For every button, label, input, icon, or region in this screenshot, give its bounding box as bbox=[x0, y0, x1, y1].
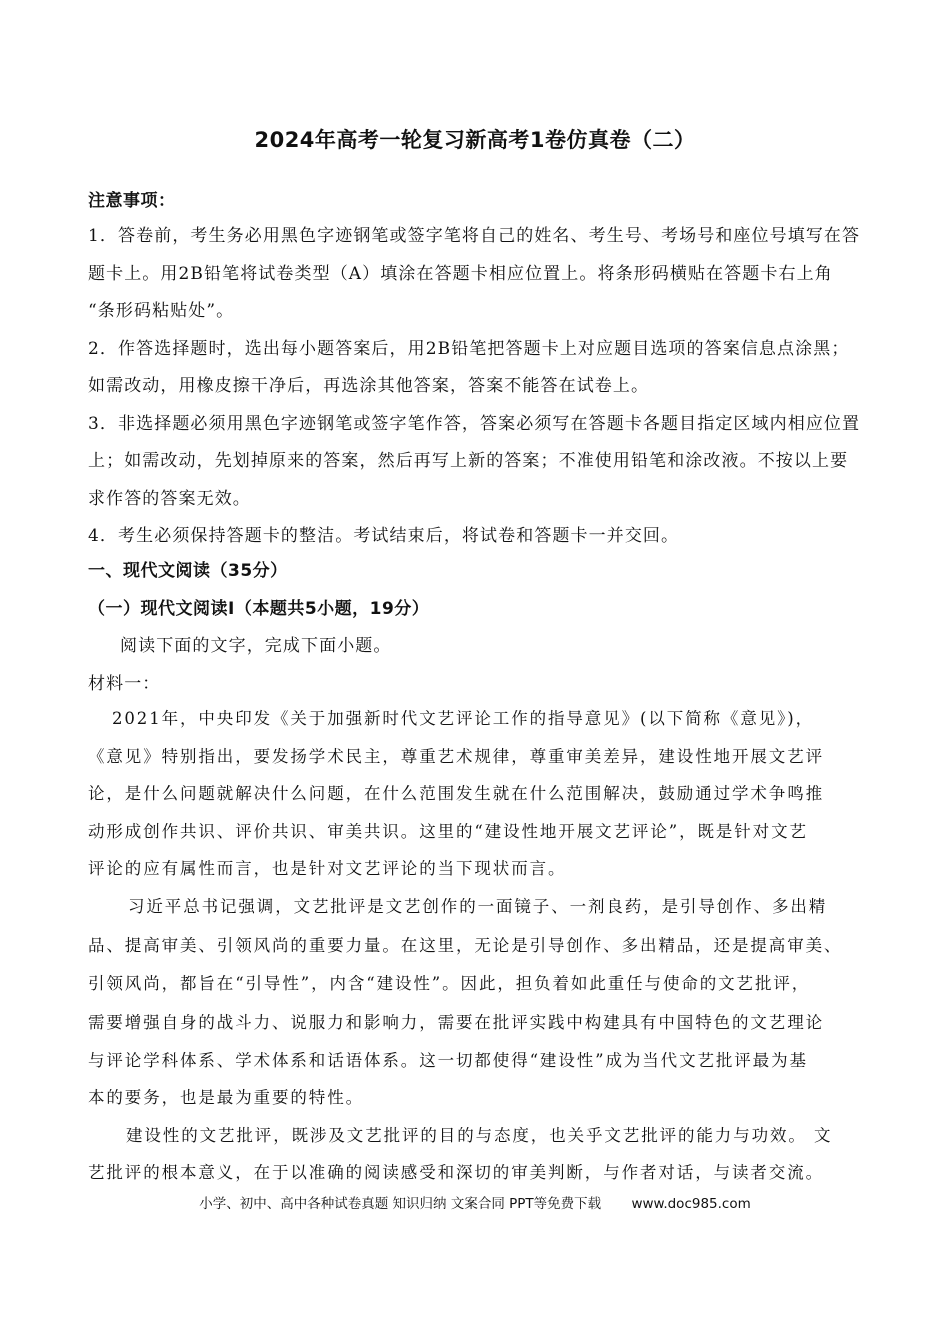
instruction-text: 阅读下面的文字，完成下面小题。 bbox=[120, 636, 392, 656]
notice-line: 题卡上。用2B铅笔将试卷类型（A）填涂在答题卡相应位置上。将条形码横贴在答题卡右上角 bbox=[88, 264, 833, 284]
page-footer bbox=[0, 1192, 950, 1212]
passage-line: 《意见》特别指出，要发扬学术民主，尊重艺术规律，尊重审美差异，建设性地开展文艺评 bbox=[88, 747, 824, 766]
passage-line: 2021年，中央印发《关于加强新时代文艺评论工作的指导意见》(以下简称《意见》)， bbox=[112, 709, 815, 728]
passage-line: 建设性的文艺批评，既涉及文艺批评的目的与态度，也关乎文艺批评的能力与功效。 文 bbox=[126, 1126, 833, 1145]
footer-text: 小学、初中、高中各种试卷真题 知识归纳 文案合同 PPT等免费下载 bbox=[199, 1196, 602, 1212]
page-title: 2024年高考一轮复习新高考1卷仿真卷（二） bbox=[254, 128, 696, 152]
notice-line: 2．作答选择题时，选出每小题答案后，用2B铅笔把答题卡上对应题目选项的答案信息点涂黑； bbox=[88, 339, 850, 359]
section-heading: 一、现代文阅读（35分） bbox=[88, 561, 288, 581]
footer-site-link[interactable]: www.doc985.com bbox=[631, 1196, 751, 1212]
notice-line: 3．非选择题必须用黑色字迹钢笔或签字笔作答，答案必须写在答题卡各题目指定区域内相应位置 bbox=[88, 414, 861, 434]
passage-line: 评论的应有属性而言，也是针对文艺评论的当下现状而言。 bbox=[88, 859, 567, 878]
passage-line: 论，是什么问题就解决什么问题，在什么范围发生就在什么范围解决，鼓励通过学术争鸣推 bbox=[88, 784, 824, 803]
passage-line: 本的要务，也是最为重要的特性。 bbox=[88, 1088, 364, 1107]
passage-line: 引领风尚，都旨在“引导性”，内含“建设性”。因此，担负着如此重任与使命的文艺批评， bbox=[88, 974, 811, 993]
passage-line: 品、提高审美、引领风尚的重要力量。在这里，无论是引导创作、多出精品，还是提高审美、 bbox=[88, 936, 843, 955]
section-subheading: （一）现代文阅读Ⅰ（本题共5小题，19分） bbox=[88, 599, 430, 619]
passage-line: 与评论学科体系、学术体系和话语体系。这一切都使得“建设性”成为当代文艺批评最为基 bbox=[88, 1051, 808, 1070]
notice-line: “条形码粘贴处”。 bbox=[88, 301, 235, 321]
passage-line: 动形成创作共识、评价共识、审美共识。这里的“建设性地开展文艺评论”，既是针对文艺 bbox=[88, 822, 808, 841]
passage-line: 艺批评的根本意义，在于以准确的阅读感受和深切的审美判断，与作者对话，与读者交流。 bbox=[88, 1163, 824, 1182]
notice-line: 求作答的答案无效。 bbox=[88, 489, 251, 509]
notice-heading: 注意事项： bbox=[88, 191, 176, 211]
notice-line: 1．答卷前，考生务必用黑色字迹钢笔或签字笔将自己的姓名、考生号、考场号和座位号填写在答 bbox=[88, 226, 861, 246]
notice-line: 如需改动，用橡皮擦干净后，再选涂其他答案，答案不能答在试卷上。 bbox=[88, 376, 650, 396]
notice-line: 4．考生必须保持答题卡的整洁。考试结束后，将试卷和答题卡一并交回。 bbox=[88, 526, 680, 546]
material-label: 材料一： bbox=[88, 674, 161, 694]
passage-line: 需要增强自身的战斗力、说服力和影响力，需要在批评实践中构建具有中国特色的文艺理论 bbox=[88, 1013, 824, 1032]
notice-line: 上；如需改动，先划掉原来的答案，然后再写上新的答案；不准使用铅笔和涂改液。不按以上要 bbox=[88, 451, 849, 471]
passage-line: 习近平总书记强调，文艺批评是文艺创作的一面镜子、一剂良药，是引导创作、多出精 bbox=[128, 897, 828, 916]
